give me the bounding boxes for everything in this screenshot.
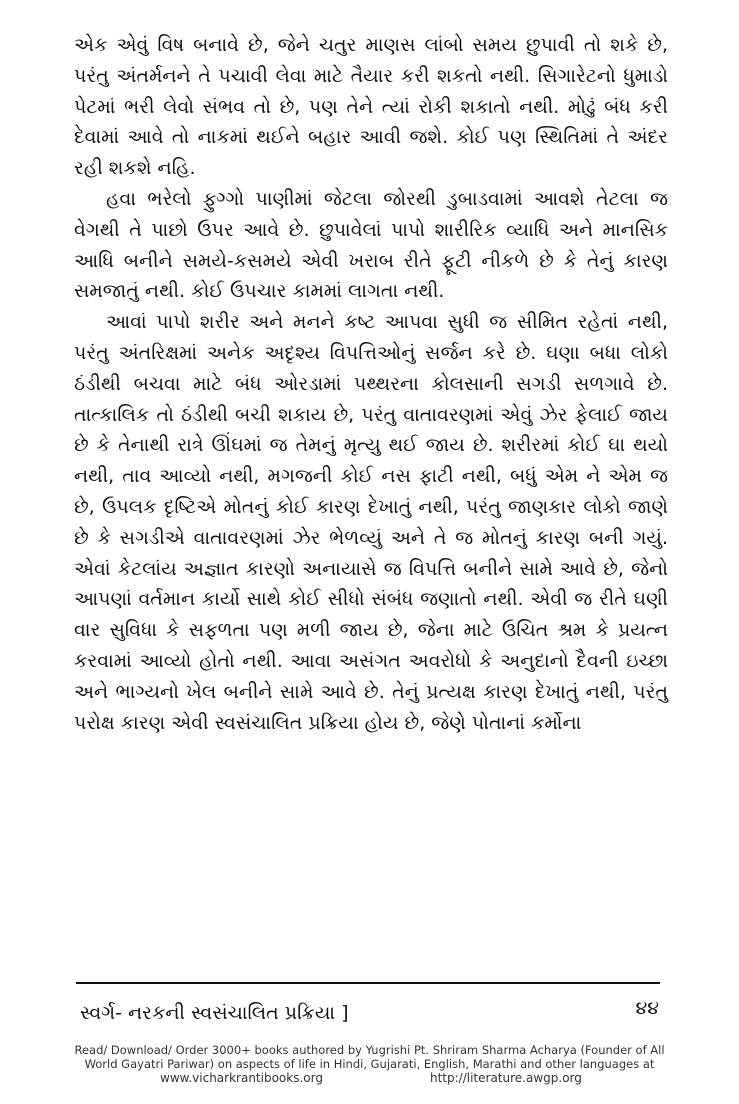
credit-line-2: World Gayatri Pariwar) on aspects of life in Hindi, Gujarati, English, Marathi and other languages at [84, 1057, 655, 1071]
paragraph-3: આવાં પાપો શરીર અને મનને કષ્ટ આપવા સુધી જ સીમિત રહેતાં નથી, પરંતુ અંતરિક્ષમાં અનેક અદૃશ્ય વિપત્તિઓનું સર્જન કરે છે. ઘણા બધા લોકો ઠંડીથી બચવા માટે બંધ ઓરડામાં પથ્થરના કોલસાની સગડી સળગાવે છે. તાત્કાલિક તો ઠંડીથી બચી શકાય છે, પરંતુ વાતાવરણમાં એવું ઝેર ફેલાઈ જાય છે કે તેનાથી રાત્રે ઊંઘમાં જ તેમનું મૃત્યુ થઈ જાય છે. શરીરમાં કોઈ ઘા થયો નથી, તાવ આવ્યો નથી, મગજની કોઈ નસ ફાટી નથી, બધું એમ ને એમ જ છે, ઉપલક દૃષ્ટિએ મોતનું કોઈ કારણ દેખાતું નથી, પરંતુ જાણકાર લોકો જાણે છે કે સગડીએ વાતાવરણમાં ઝેર ભેળવ્યું અને તે જ મોતનું કારણ બની ગયું. એવાં કેટલાંય અજ્ઞાત કારણો અનાયાસે જ વિપત્તિ બનીને સામે આવે છે, જેનો આપણાં વર્તમાન કાર્યો સાથે કોઈ સીધો સંબંધ જણાતો નથી. એવી જ રીતે ઘણી વાર સુવિધા કે સફળતા પણ મળી જાય છે, જેના માટે ઉચિત શ્રમ કે પ્રયત્ન કરવામાં આવ્યો હોતો નથી. આવા અસંગત અવરોધો કે અનુદાનો દૈવની ઇચ્છા અને ભાગ્યનો ખેલ બનીને સામે આવે છે. તેનું પ્રત્યક્ષ કારણ દેખાતું નથી, પરંતુ પરોક્ષ કારણ એવી સ્વસંચાલિત પ્રક્રિયા હોય છે, જેણે પોતાનાં કર્મોના [74, 311, 668, 734]
credit-line-1: Read/ Download/ Order 3000+ books authored by Yugrishi Pt. Shriram Sharma Acharya (Founder of All [74, 1043, 665, 1057]
footer-divider [76, 982, 660, 984]
credit-links [0, 1071, 739, 1087]
page-number: ૪૪ [635, 997, 659, 1019]
page-body [74, 30, 668, 960]
paragraph-1: એક એવું વિષ બનાવે છે, જેને ચતુર માણસ લાંબો સમય છુપાવી તો શકે છે, પરંતુ અંતર્મનને તે પચાવી લેવા માટે તૈયાર કરી શકતો નથી. સિગારેટનો ધુમાડો પેટમાં ભરી લેવો સંભવ તો છે, પણ તેને ત્યાં રોકી શકાતો નથી. મોઢું બંધ કરી દેવામાં આવે તો નાકમાં થઈને બહાર આવી જશે. કોઈ પણ સ્થિતિમાં તે અંદર રહી શકશે નહિ. [74, 34, 668, 180]
publisher-credit [0, 1043, 739, 1071]
vicharkranti-link[interactable]: www.vicharkrantibooks.org [160, 1071, 323, 1085]
awgp-literature-link[interactable]: http://literature.awgp.org [430, 1071, 582, 1085]
paragraph-2: હવા ભરેલો ફુગ્ગો પાણીમાં જેટલા જોરથી ડુબાડવામાં આવશે તેટલા જ વેગથી તે પાછો ઉપર આવે છે. છુપાવેલાં પાપો શારીરિક વ્યાધિ અને માનસિક આધિ બનીને સમયે-કસમયે એવી ખરાબ રીતે ફૂટી નીકળે છે કે તેનું કારણ સમજાતું નથી. કોઈ ઉપચાર કામમાં લાગતા નથી. [74, 187, 668, 303]
footer-title: સ્વર્ગ- નરકની સ્વસંચાલિત પ્રક્રિયા ] [80, 1002, 349, 1024]
